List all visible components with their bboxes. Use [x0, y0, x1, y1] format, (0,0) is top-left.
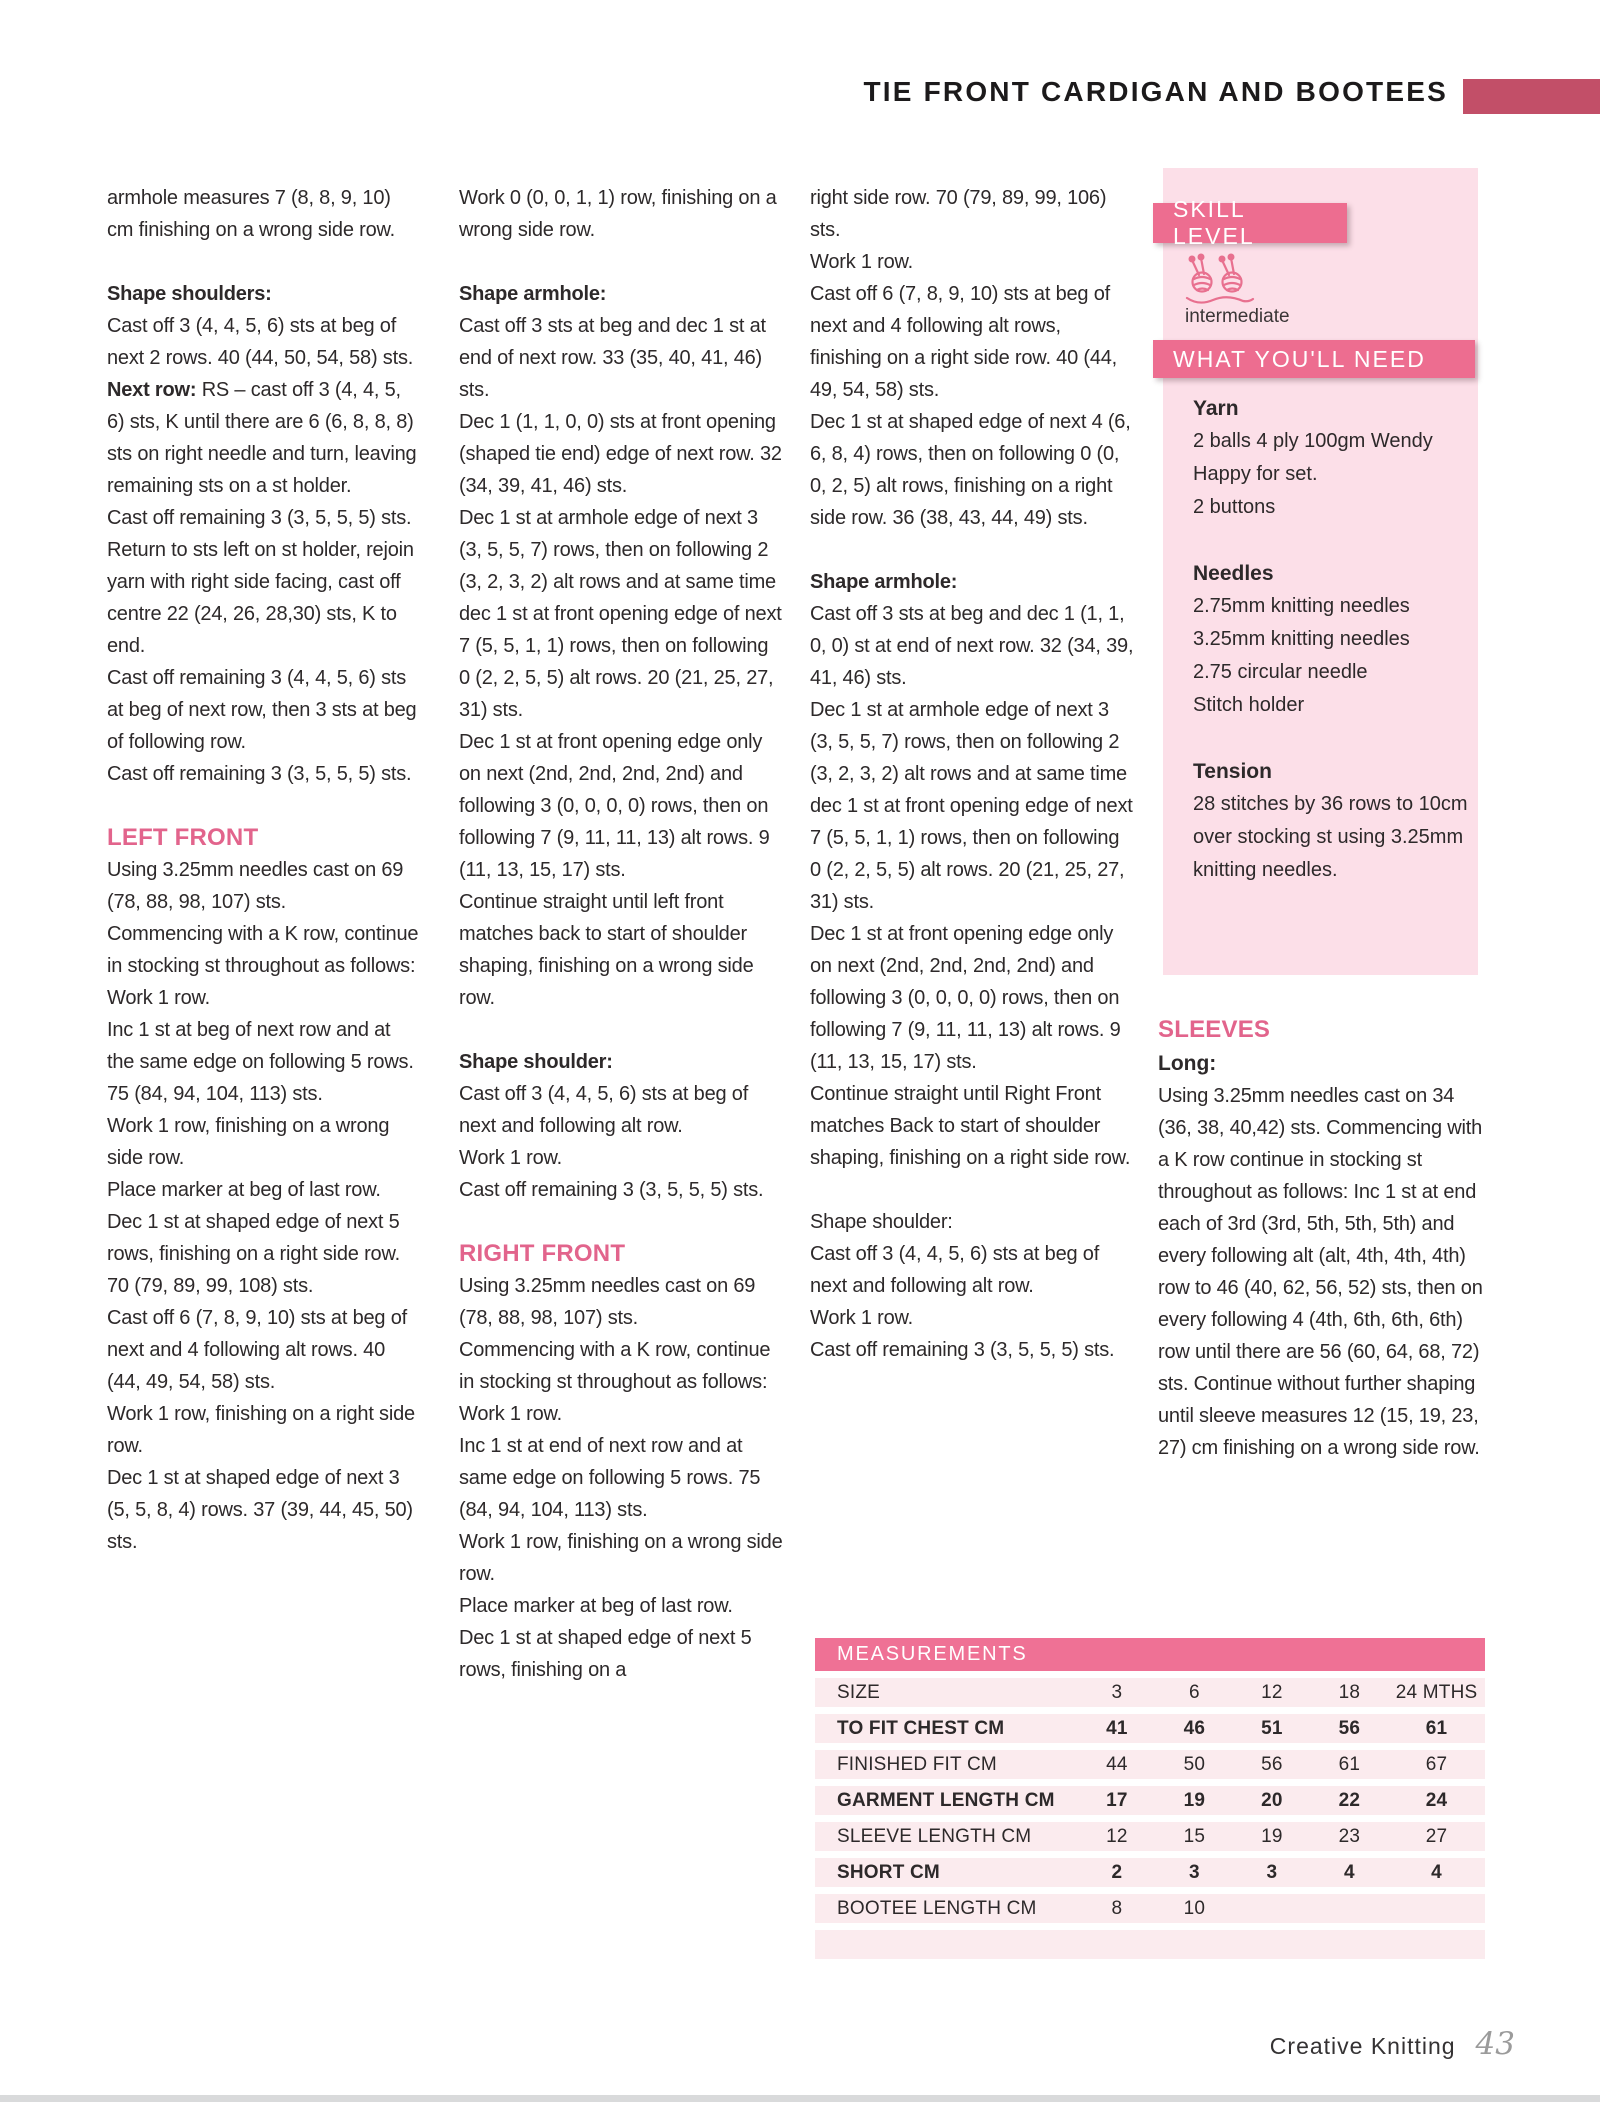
supplies-section: [1193, 392, 1471, 524]
table-cell: 56: [1338, 1717, 1361, 1739]
pattern-paragraph: Cast off 6 (7, 8, 9, 10) sts at beg of next and 4 following alt rows, finishing on a right side row. 40 (44, 49, 54, 58) sts.: [810, 283, 1118, 401]
pattern-paragraph: Cast off remaining 3 (3, 5, 5, 5) sts.: [107, 507, 412, 529]
supplies-section: [1193, 557, 1471, 722]
table-row: [815, 1750, 1485, 1779]
pattern-paragraph: Work 0 (0, 0, 1, 1) row, finishing on a wrong side row.: [459, 187, 777, 241]
pattern-paragraph: Shape shoulder:: [810, 1211, 953, 1233]
pattern-paragraph: Using 3.25mm needles cast on 69 (78, 88, 98, 107) sts.: [107, 859, 404, 913]
table-row: [815, 1894, 1485, 1923]
table-cell: 12: [1106, 1825, 1128, 1847]
table-row-label: GARMENT LENGTH CM: [837, 1789, 1055, 1811]
sleeves-heading: SLEEVES: [1158, 1016, 1271, 1043]
pattern-paragraph: Cast off 3 (4, 4, 5, 6) sts at beg of next and following alt row.: [459, 1083, 749, 1137]
pattern-paragraph: Dec 1 (1, 1, 0, 0) sts at front opening (shaped tie end) edge of next row. 32 (34, 39, 41, 46) sts.: [459, 411, 782, 497]
supplies-line: Stitch holder: [1193, 694, 1305, 716]
table-cell: 4: [1431, 1861, 1442, 1883]
table-cell: 24: [1425, 1789, 1448, 1811]
table-cell: 19: [1183, 1789, 1206, 1811]
paragraph-gap: [810, 1174, 1134, 1206]
what-youll-need-label: WHAT YOU'LL NEED: [1173, 345, 1426, 372]
subsection-heading: Shape shoulder:: [459, 1051, 613, 1073]
supplies-line: 2 buttons: [1193, 496, 1276, 518]
pattern-paragraph: Return to sts left on st holder, rejoin yarn with right side facing, cast off centre 22 (24, 26, 28,30) sts, K to end.: [107, 539, 414, 657]
table-cell: 3: [1111, 1681, 1123, 1703]
table-row: [815, 1678, 1485, 1707]
pattern-paragraph: Inc 1 st at end of next row and at same edge on following 5 rows. 75 (84, 94, 104, 113) sts.: [459, 1435, 761, 1521]
subsection-heading: Shape armhole:: [810, 571, 958, 593]
yarn-balls-icon: [1183, 253, 1255, 312]
table-row: [815, 1822, 1485, 1851]
supplies-line: 2.75mm knitting needles: [1193, 595, 1410, 617]
table-cell: 51: [1261, 1717, 1283, 1739]
pattern-paragraph: Dec 1 st at shaped edge of next 5 rows, finishing on a: [459, 1627, 752, 1681]
paragraph-lead: Next row:: [107, 379, 202, 401]
pattern-paragraph: Work 1 row.: [810, 1307, 914, 1329]
pattern-paragraph: Work 1 row.: [810, 251, 914, 273]
table-cell: 61: [1425, 1717, 1448, 1739]
table-cell: 46: [1183, 1717, 1206, 1739]
table-cell: 50: [1183, 1753, 1206, 1775]
what-youll-need-badge: [1153, 340, 1475, 378]
table-cell: 10: [1183, 1897, 1206, 1919]
page-bottom-edge: [0, 2095, 1600, 2102]
pattern-column-2: [459, 182, 783, 1686]
pattern-paragraph: Work 1 row.: [459, 1403, 563, 1425]
header-accent-block: [1463, 79, 1600, 114]
table-cell: 3: [1266, 1861, 1278, 1883]
sleeves-body: Using 3.25mm needles cast on 34 (36, 38, 40,42) sts. Commencing with a K row continue in stocking st throughout as follows: Inc 1 st at end each of 3rd (3rd, 5th, 5th, 5th) and every following alt (alt, 4th, 4th, 4th) row to 46 (40, 62, 56, 52) sts, then on every following 4 (4th, 6th, 6th, 6th) row until there are 56 (60, 64, 68, 72) sts. Continue without further shaping until sleeve measures 12 (15, 19, 23, 27) cm finishing on a wrong side row.: [1158, 1085, 1483, 1459]
pattern-paragraph: Next row: RS – cast off 3 (4, 4, 5, 6) sts, K until there are 6 (6, 8, 8, 8) sts on right needle and turn, leaving remaining sts on a st holder.: [107, 379, 417, 497]
pattern-paragraph: Cast off remaining 3 (3, 5, 5, 5) sts.: [107, 763, 412, 785]
table-row-label: TO FIT CHEST CM: [837, 1717, 1005, 1739]
article-title: TIE FRONT CARDIGAN AND BOOTEES: [863, 76, 1448, 107]
table-cell: 23: [1338, 1825, 1361, 1847]
pattern-paragraph: Dec 1 st at front opening edge only on next (2nd, 2nd, 2nd, 2nd) and following 3 (0, 0, 0, 0) rows, then on following 7 (9, 11, 11, 13) alt rows. 9 (11, 13, 15, 17) sts.: [459, 731, 770, 881]
supplies-section-title: Needles: [1193, 562, 1274, 585]
supplies-line: 2.75 circular needle: [1193, 661, 1368, 683]
table-row-label: SHORT CM: [837, 1861, 940, 1883]
measurements-table-title: MEASUREMENTS: [815, 1638, 1485, 1671]
measurements-table-body: [815, 1678, 1485, 1959]
table-row-label: BOOTEE LENGTH CM: [837, 1897, 1037, 1919]
paragraph-gap: [459, 246, 783, 278]
table-cell: 41: [1106, 1717, 1128, 1739]
pattern-paragraph: Commencing with a K row, continue in stocking st throughout as follows:: [459, 1339, 771, 1393]
measurements-table: [815, 1638, 1485, 1959]
section-heading: LEFT FRONT: [107, 824, 259, 851]
pattern-paragraph: armhole measures 7 (8, 8, 9, 10) cm finishing on a wrong side row.: [107, 187, 395, 241]
table-row: [815, 1930, 1485, 1959]
pattern-paragraph: Cast off 3 sts at beg and dec 1 st at end of next row. 33 (35, 40, 41, 46) sts.: [459, 315, 766, 401]
pattern-paragraph: Place marker at beg of last row.: [107, 1179, 381, 1201]
table-cell: 44: [1106, 1753, 1128, 1775]
section-heading: RIGHT FRONT: [459, 1240, 626, 1267]
table-cell: 20: [1261, 1789, 1283, 1811]
sidebar: [1153, 168, 1493, 1618]
pattern-paragraph: Place marker at beg of last row.: [459, 1595, 733, 1617]
table-cell: 12: [1261, 1681, 1283, 1703]
pattern-paragraph: Cast off 3 (4, 4, 5, 6) sts at beg of next 2 rows. 40 (44, 50, 54, 58) sts.: [107, 315, 414, 369]
table-cell: 15: [1183, 1825, 1206, 1847]
table-row-label: FINISHED FIT CM: [837, 1753, 997, 1775]
pattern-paragraph: Cast off 6 (7, 8, 9, 10) sts at beg of next and 4 following alt rows. 40 (44, 49, 54, 58) sts.: [107, 1307, 407, 1393]
supplies-line: 28 stitches by 36 rows to 10cm over stocking st using 3.25mm knitting needles.: [1193, 793, 1468, 881]
supplies-list: [1193, 392, 1471, 920]
paragraph-gap: [459, 1206, 783, 1238]
table-cell: 22: [1338, 1789, 1361, 1811]
paragraph-gap: [810, 534, 1134, 566]
pattern-paragraph: Dec 1 st at shaped edge of next 3 (5, 5, 8, 4) rows. 37 (39, 44, 45, 50) sts.: [107, 1467, 413, 1553]
table-cell: 61: [1338, 1753, 1361, 1775]
table-row: [815, 1714, 1485, 1743]
pattern-paragraph: Work 1 row.: [107, 987, 211, 1009]
table-cell: 6: [1189, 1681, 1200, 1703]
paragraph-gap: [107, 790, 419, 822]
sleeves-subheading: Long:: [1158, 1052, 1217, 1075]
page-number: 43: [1475, 2026, 1515, 2062]
pattern-paragraph: Dec 1 st at front opening edge only on next (2nd, 2nd, 2nd, 2nd) and following 3 (0, 0, 0, 0) rows, then on following 7 (9, 11, 11, 13) alt rows. 9 (11, 13, 15, 17) sts.: [810, 923, 1121, 1073]
pattern-paragraph: Cast off remaining 3 (3, 5, 5, 5) sts.: [810, 1339, 1115, 1361]
pattern-paragraph: Dec 1 st at armhole edge of next 3 (3, 5, 5, 7) rows, then on following 2 (3, 2, 3, 2) alt rows and at same time dec 1 st at front opening edge of next 7 (5, 5, 1, 1) rows, then on following 0 (2, 2, 5, 5) alt rows. 20 (21, 25, 27, 31) sts.: [810, 699, 1133, 913]
pattern-paragraph: Dec 1 st at armhole edge of next 3 (3, 5, 5, 7) rows, then on following 2 (3, 2, 3, 2) alt rows and at same time dec 1 st at front opening edge of next 7 (5, 5, 1, 1) rows, then on following 0 (2, 2, 5, 5) alt rows. 20 (21, 25, 27, 31) sts.: [459, 507, 782, 721]
supplies-line: 2 balls 4 ply 100gm Wendy Happy for set.: [1193, 430, 1433, 485]
pattern-paragraph: Work 1 row, finishing on a right side row.: [107, 1403, 415, 1457]
paragraph-gap: [459, 1014, 783, 1046]
table-cell: 27: [1425, 1825, 1448, 1847]
supplies-section-title: Yarn: [1193, 397, 1239, 420]
pattern-paragraph: Commencing with a K row, continue in stocking st throughout as follows:: [107, 923, 419, 977]
pattern-paragraph: right side row. 70 (79, 89, 99, 106) sts.: [810, 187, 1107, 241]
pattern-paragraph: Continue straight until left front matches back to start of shoulder shaping, finishing on a wrong side row.: [459, 891, 754, 1009]
table-cell: 2: [1111, 1861, 1123, 1883]
table-row: [815, 1786, 1485, 1815]
sleeves-section: [1158, 1013, 1488, 1464]
table-cell: 17: [1106, 1789, 1128, 1811]
pattern-paragraph: Dec 1 st at shaped edge of next 5 rows, finishing on a right side row. 70 (79, 89, 99, 108) sts.: [107, 1211, 400, 1297]
table-cell: 56: [1261, 1753, 1283, 1775]
table-row-label: SLEEVE LENGTH CM: [837, 1825, 1032, 1847]
table-cell: 19: [1261, 1825, 1283, 1847]
magazine-name: Creative Knitting: [1269, 2033, 1456, 2059]
skill-level-label: SKILL LEVEL: [1173, 196, 1255, 249]
pattern-paragraph: Work 1 row, finishing on a wrong side row.: [107, 1115, 390, 1169]
table-row: [815, 1858, 1485, 1887]
supplies-line: 3.25mm knitting needles: [1193, 628, 1410, 650]
pattern-paragraph: Cast off 3 sts at beg and dec 1 (1, 1, 0, 0) st at end of next row. 32 (34, 39, 41, 46) sts.: [810, 603, 1134, 689]
page-footer: [1270, 2026, 1515, 2062]
table-cell: 18: [1338, 1681, 1361, 1703]
table-cell: 8: [1111, 1897, 1123, 1919]
supplies-section-title: Tension: [1193, 760, 1272, 783]
table-cell: 24 MTHS: [1395, 1681, 1478, 1703]
table-cell: 3: [1189, 1861, 1200, 1883]
pattern-paragraph: Cast off remaining 3 (3, 5, 5, 5) sts.: [459, 1179, 764, 1201]
pattern-paragraph: Inc 1 st at beg of next row and at the same edge on following 5 rows. 75 (84, 94, 104, 113) sts.: [107, 1019, 414, 1105]
skill-level-value: intermediate: [1185, 306, 1290, 327]
pattern-paragraph: Work 1 row, finishing on a wrong side row.: [459, 1531, 783, 1585]
skill-level-badge: [1153, 196, 1347, 249]
subsection-heading: Shape shoulders:: [107, 283, 272, 305]
table-cell: 4: [1343, 1861, 1355, 1883]
page-header: [863, 74, 1448, 110]
paragraph-gap: [107, 246, 419, 278]
table-row-label: SIZE: [837, 1681, 881, 1703]
supplies-section: [1193, 755, 1471, 887]
pattern-paragraph: Cast off remaining 3 (4, 4, 5, 6) sts at beg of next row, then 3 sts at beg of following row.: [107, 667, 417, 753]
subsection-heading: Shape armhole:: [459, 283, 607, 305]
table-cell: 67: [1425, 1753, 1448, 1775]
pattern-column-3: [810, 182, 1134, 1366]
pattern-paragraph: Using 3.25mm needles cast on 69 (78, 88, 98, 107) sts.: [459, 1275, 756, 1329]
pattern-paragraph: Continue straight until Right Front matches Back to start of shoulder shaping, finishing on a right side row.: [810, 1083, 1131, 1169]
pattern-column-1: [107, 182, 419, 1558]
pattern-paragraph: Cast off 3 (4, 4, 5, 6) sts at beg of next and following alt row.: [810, 1243, 1100, 1297]
pattern-paragraph: Work 1 row.: [459, 1147, 563, 1169]
pattern-paragraph: Dec 1 st at shaped edge of next 4 (6, 6, 8, 4) rows, then on following 0 (0, 0, 2, 5) alt rows, finishing on a right side row. 36 (38, 43, 44, 49) sts.: [810, 411, 1131, 529]
